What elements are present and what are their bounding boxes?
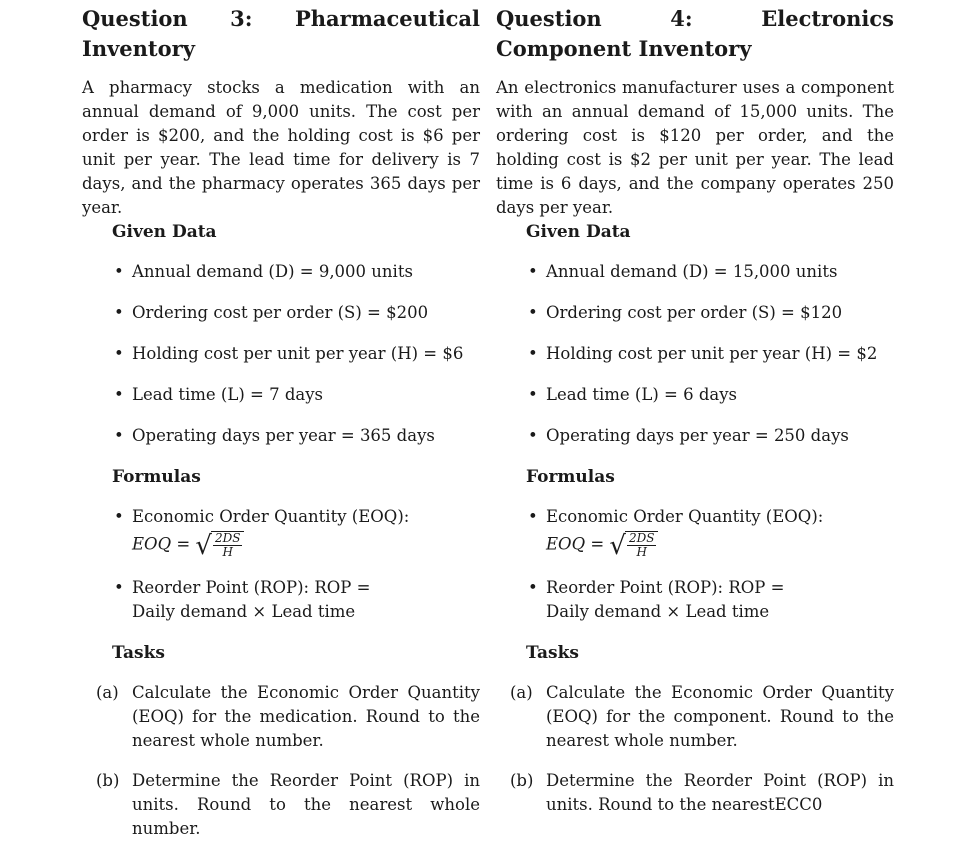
eoq-numerator: 2DS <box>629 531 655 545</box>
list-item: • Ordering cost per order (S) = $200 <box>82 301 480 325</box>
task-text: Determine the Reorder Point (ROP) in units. Round to the nearestECC0 <box>546 771 894 814</box>
tasks-heading: Tasks <box>112 643 165 663</box>
task-label: (a) <box>96 683 119 702</box>
list-item: • Operating days per year = 250 days <box>496 424 894 448</box>
list-item: • Operating days per year = 365 days <box>82 424 480 448</box>
given-data-list <box>82 260 480 448</box>
task-label: (a) <box>510 683 533 702</box>
task-item <box>82 681 480 753</box>
eoq-formula-item <box>82 505 480 559</box>
list-item: • Lead time (L) = 6 days <box>496 383 894 407</box>
question-4-title: Question 4: Electronics Component Inventory <box>496 6 894 61</box>
task-text: Calculate the Economic Order Quantity (EOQ) for the component. Round to the nearest whole number. <box>546 683 894 750</box>
eoq-denominator: H <box>636 545 647 559</box>
eoq-formula <box>132 531 480 559</box>
eoq-numerator: 2DS <box>215 531 241 545</box>
eoq-label: Economic Order Quantity (EOQ): <box>546 507 824 526</box>
task-item <box>82 769 480 841</box>
formulas-list <box>82 505 480 624</box>
rop-rhs: Daily demand × Lead time <box>132 602 356 621</box>
formulas-heading: Formulas <box>112 467 201 487</box>
question-3-paragraph: A pharmacy stocks a medication with an annual demand of 9,000 units. The cost per order is $200, and the holding cost is $6 per unit per year. The lead time for delivery is 7 days, and the pharmacy operates 365 days per year. <box>82 78 480 217</box>
task-text: Calculate the Economic Order Quantity (EOQ) for the medication. Round to the nearest whole number. <box>132 683 480 750</box>
rop-formula-item <box>496 576 894 624</box>
eoq-formula-item <box>496 505 894 559</box>
task-label: (b) <box>510 771 534 790</box>
task-item <box>496 769 894 817</box>
rop-label: Reorder Point (ROP): ROP = <box>546 578 785 597</box>
list-item: • Annual demand (D) = 9,000 units <box>82 260 480 284</box>
eoq-lhs: EOQ = <box>132 534 191 554</box>
tasks-list <box>82 681 480 841</box>
sqrt-symbol: √ $\frac{2DS}{H}$ <box>195 531 244 559</box>
question-4-column <box>496 0 894 833</box>
tasks-heading: Tasks <box>526 643 579 663</box>
task-text: Determine the Reorder Point (ROP) in units. Round to the nearest whole number. <box>132 771 480 838</box>
formulas-heading: Formulas <box>526 467 615 487</box>
given-data-heading: Given Data <box>526 222 631 242</box>
rop-label: Reorder Point (ROP): ROP = <box>132 578 371 597</box>
rop-formula-item <box>82 576 480 624</box>
sqrt-symbol: √ $\frac{2DS}{H}$ <box>609 531 658 559</box>
eoq-denominator: H <box>222 545 233 559</box>
eoq-lhs: EOQ = <box>546 534 605 554</box>
eoq-formula <box>546 531 894 559</box>
task-item <box>496 681 894 753</box>
rop-rhs: Daily demand × Lead time <box>546 602 770 621</box>
question-3-title: Question 3: Pharmaceutical Inventory <box>82 6 480 61</box>
list-item: • Holding cost per unit per year (H) = $2 <box>496 342 894 366</box>
list-item: • Lead time (L) = 7 days <box>82 383 480 407</box>
task-label: (b) <box>96 771 120 790</box>
question-3-column <box>82 0 480 857</box>
formulas-list <box>496 505 894 624</box>
list-item: • Ordering cost per order (S) = $120 <box>496 301 894 325</box>
list-item: • Annual demand (D) = 15,000 units <box>496 260 894 284</box>
given-data-list <box>496 260 894 448</box>
question-4-paragraph: An electronics manufacturer uses a component with an annual demand of 15,000 units. The ordering cost is $120 per order, and the holding cost is $2 per unit per year. The lead time is 6 days, and the company operates 250 days per year. <box>496 78 894 217</box>
given-data-heading: Given Data <box>112 222 217 242</box>
eoq-label: Economic Order Quantity (EOQ): <box>132 507 410 526</box>
tasks-list <box>496 681 894 817</box>
list-item: • Holding cost per unit per year (H) = $6 <box>82 342 480 366</box>
